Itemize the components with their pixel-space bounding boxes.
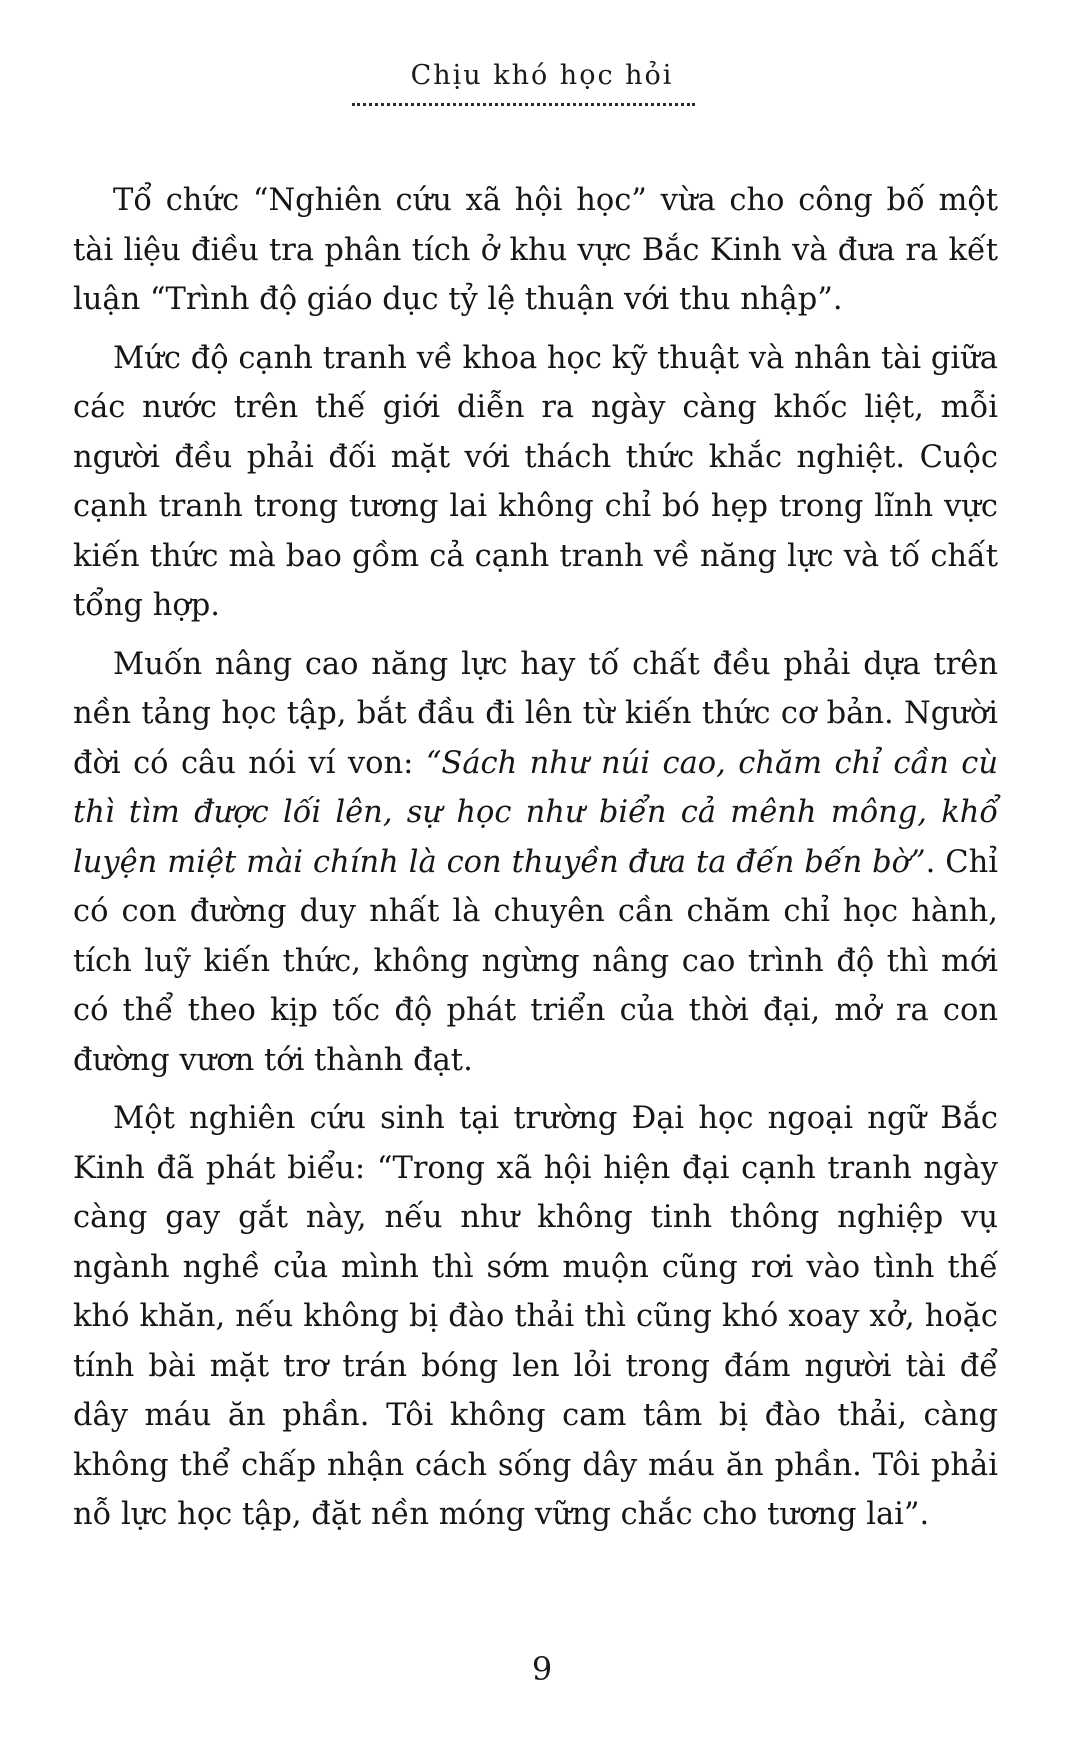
page-body [73, 176, 998, 1540]
header-dotted-rule [352, 103, 695, 106]
running-header-title: Chịu khó học hỏi [410, 60, 674, 91]
paragraph-3-quote: “Sách như núi cao, chăm chỉ cần cù thì tìm được lối lên, sự học như biển cả mênh mông, khổ luyện miệt mài chính là con thuyền đưa ta đến bến bờ” [73, 745, 998, 880]
paragraph-3-lead: Muốn nâng cao năng lực hay tố chất đều phải dựa trên nền tảng học tập, bắt đầu đi lên từ kiến thức cơ bản. Người đời có câu nói ví von: [73, 646, 998, 781]
paragraph-3-tail: . Chỉ có con đường duy nhất là chuyên cần chăm chỉ học hành, tích luỹ kiến thức, không ngừng nâng cao trình độ thì mới có thể theo kịp tốc độ phát triển của thời đại, mở ra con đường vươn tới thành đạt. [73, 844, 999, 1078]
paragraph-2: Mức độ cạnh tranh về khoa học kỹ thuật và nhân tài giữa các nước trên thế giới diễn ra ngày càng khốc liệt, mỗi người đều phải đối mặt với thách thức khắc nghiệt. Cuộc cạnh tranh trong tương lai không chỉ bó hẹp trong lĩnh vực kiến thức mà bao gồm cả cạnh tranh về năng lực và tố chất tổng hợp. [73, 340, 998, 623]
paragraph-4: Một nghiên cứu sinh tại trường Đại học ngoại ngữ Bắc Kinh đã phát biểu: “Trong xã hội hiện đại cạnh tranh ngày càng gay gắt này, nếu như không tinh thông nghiệp vụ ngành nghề của mình thì sớm muộn cũng rơi vào tình thế khó khăn, nếu không bị đào thải thì cũng khó xoay xở, hoặc tính bài mặt trơ trán bóng len lỏi trong đám người tài để dây máu ăn phần. Tôi không cam tâm bị đào thải, càng không thể chấp nhận cách sống dây máu ăn phần. Tôi phải nỗ lực học tập, đặt nền móng vững chắc cho tương lai”. [73, 1101, 998, 1532]
paragraph-1: Tổ chức “Nghiên cứu xã hội học” vừa cho công bố một tài liệu điều tra phân tích ở khu vực Bắc Kinh và đưa ra kết luận “Trình độ giáo dục tỷ lệ thuận với thu nhập”. [73, 183, 998, 317]
page-number: 9 [531, 1650, 553, 1688]
paragraph-3 [73, 640, 998, 1086]
